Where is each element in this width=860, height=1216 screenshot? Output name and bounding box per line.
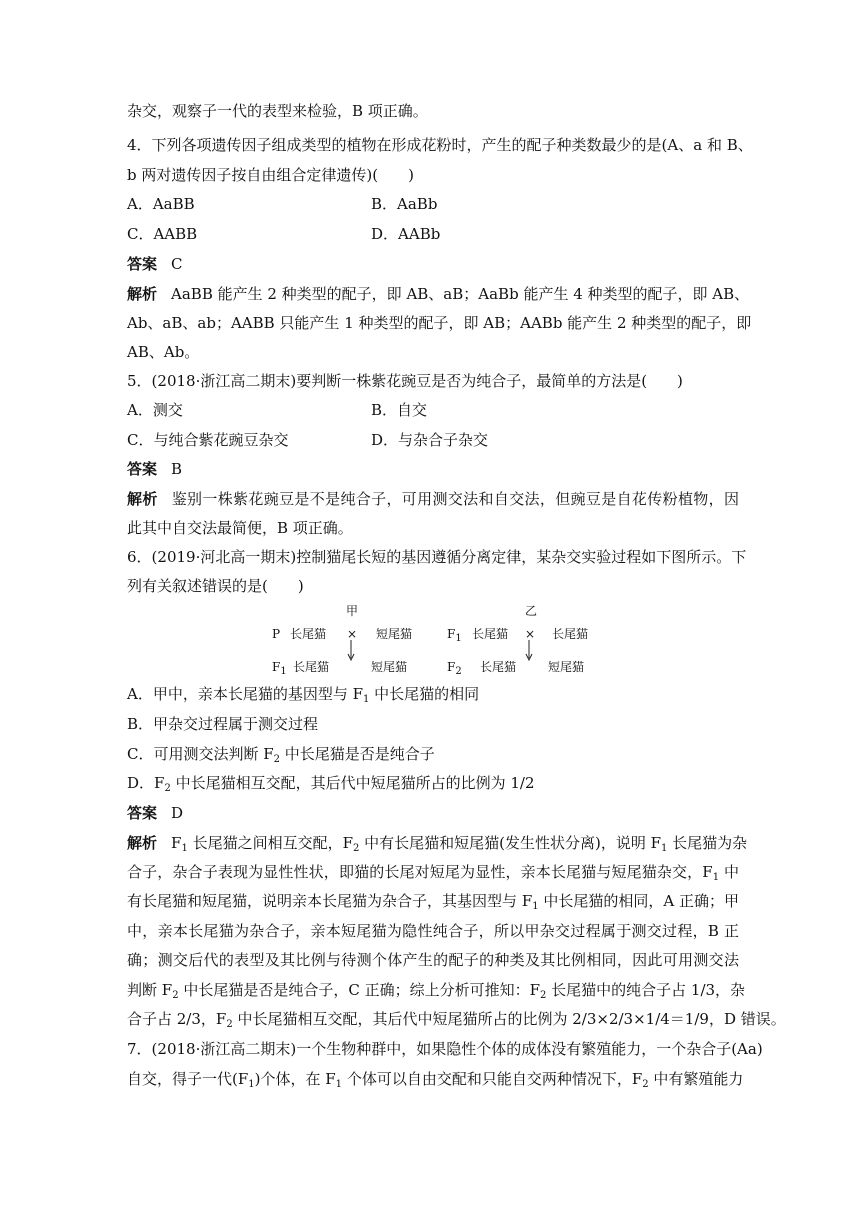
question-7-stem: 7．(2018·浙江高二期末)一个生物种群中，如果隐性个体的成体没有繁殖能力，一个杂合子(Aa) [127, 1040, 763, 1058]
q6-explanation-cont: 确；测交后代的表型及其比例与待测个体产生的配子的种类及其比例相同，因此可用测交法 [127, 951, 739, 969]
q5-explanation [127, 489, 739, 509]
q6-explanation-cont: 合子占 2/3，$F_2$ 中长尾猫相互交配，其后代中短尾猫所占的比例为 2/3×2/3×1/4＝1/9，D 错误。 [127, 1010, 786, 1030]
question-4-stem: 4．下列各项遗传因子组成类型的植物在形成花粉时，产生的配子种类数最少的是(A、a 和 B、 [127, 136, 753, 154]
down-arrow-icon [346, 639, 356, 661]
jia-f1-label: $F_1$ [272, 660, 287, 677]
jia-parent-long: 长尾猫 [290, 627, 327, 641]
q6-option-c: C．可用测交法判断 $F_2$ 中长尾猫是否是纯合子 [127, 745, 435, 765]
q4-explanation-cont: AB、Ab。 [127, 343, 200, 361]
q6-option-d: D．$F_2$ 中长尾猫相互交配，其后代中短尾猫所占的比例为 1/2 [127, 774, 535, 794]
q6-explanation-cont: 有长尾猫和短尾猫，说明亲本长尾猫为杂合子，其基因型与 $F_1$ 中长尾猫的相同，A 正确；甲 [127, 892, 739, 912]
question-4-stem-cont: b 两对遗传因子按自由组合定律遗传)( ) [127, 166, 414, 184]
answer-label: 答案 [127, 255, 158, 273]
q6-option-a: A．甲中，亲本长尾猫的基因型与 $F_1$ 中长尾猫的相同 [127, 685, 480, 705]
yi-parent-long-2: 长尾猫 [552, 627, 589, 641]
question-5-stem: 5．(2018·浙江高二期末)要判断一株紫花豌豆是否为纯合子，最简单的方法是( ) [127, 372, 683, 390]
yi-f2-long: 长尾猫 [480, 660, 517, 674]
answer-label: 答案 [127, 460, 158, 478]
q6-answer [127, 803, 739, 823]
q5-option-c: C．与纯合紫花豌豆杂交 [127, 431, 289, 449]
q6-explanation: 解析 $F_1$ 长尾猫之间相互交配，$F_2$ 中有长尾猫和短尾猫(发生性状分离)，说明 $F_1$ 长尾猫为杂 [127, 834, 748, 854]
answer-value: D [171, 804, 184, 822]
q6-explanation-cont: 中，亲本长尾猫为杂合子，亲本短尾猫为隐性纯合子，所以甲杂交过程属于测交过程，B 正 [127, 922, 739, 940]
jia-parent-short: 短尾猫 [376, 627, 413, 641]
q4-option-a: A．AaBB [127, 195, 195, 213]
q6-option-b: B．甲杂交过程属于测交过程 [127, 715, 319, 733]
q4-option-b: B．AaBb [371, 195, 438, 213]
explanation-text: AaBB 能产生 2 种类型的配子，即 AB、aB；AaBb 能产生 4 种类型的配子，即 AB、 [171, 285, 750, 303]
jia-f1-long: 长尾猫 [293, 660, 330, 674]
q6-explanation-cont: 合子，杂合子表现为显性性状，即猫的长尾对短尾为显性，亲本长尾猫与短尾猫杂交，$F_1$ 中 [127, 863, 739, 883]
q5-option-a: A．测交 [127, 401, 183, 419]
answer-value: C [171, 255, 183, 273]
down-arrow-icon [524, 639, 534, 661]
q5-answer [127, 459, 739, 479]
explanation-label: 解析 [127, 490, 158, 508]
cross-diagram [260, 600, 600, 680]
cross-yi-label: 乙 [525, 604, 538, 618]
question-6-stem-cont: 列有关叙述错误的是( ) [127, 577, 304, 595]
q6-explanation-cont: 判断 $F_2$ 中长尾猫是否是纯合子，C 正确；综上分析可推知：$F_2$ 长尾猫中的纯合子占 1/3，杂 [127, 981, 746, 1001]
answer-label: 答案 [127, 804, 158, 822]
explanation-label: 解析 [127, 834, 158, 852]
answer-value: B [171, 460, 183, 478]
yi-parent-long-1: 长尾猫 [472, 627, 509, 641]
cross-jia-label: 甲 [346, 604, 359, 618]
explanation-label: 解析 [127, 285, 158, 303]
parent-p-label: P [272, 627, 281, 641]
q4-explanation [127, 284, 750, 304]
q5-option-b: B．自交 [371, 401, 428, 419]
cross-symbol: × [525, 627, 536, 641]
q4-option-c: C．AABB [127, 225, 198, 243]
q4-explanation-cont: Ab、aB、ab；AABB 只能产生 1 种类型的配子，即 AB；AABb 能产生 2 种类型的配子，即 [127, 314, 752, 332]
text-line: 杂交，观察子一代的表型来检验，B 项正确。 [127, 102, 428, 120]
q5-explanation-cont: 此其中自交法最简便，B 项正确。 [127, 519, 353, 537]
jia-f1-short: 短尾猫 [371, 660, 408, 674]
question-7-stem-cont: 自交，得子一代$(F_1)$个体，在 $F_1$ 个体可以自由交配和只能自交两种情况下，$F_2$ 中有繁殖能力 [127, 1070, 744, 1090]
yi-f2-short: 短尾猫 [548, 660, 585, 674]
q4-option-d: D．AABb [371, 225, 441, 243]
yi-f2-label: $F_2$ [447, 660, 462, 677]
question-6-stem: 6．(2019·河北高一期末)控制猫尾长短的基因遵循分离定律，某杂交实验过程如下图所示。下 [127, 548, 747, 566]
yi-f1-label: $F_1$ [447, 627, 462, 644]
q5-option-d: D．与杂合子杂交 [371, 431, 489, 449]
q4-answer [127, 254, 739, 274]
explanation-text: 鉴别一株紫花豌豆是不是纯合子，可用测交法和自交法，但豌豆是自花传粉植物，因 [171, 490, 739, 508]
cross-symbol: × [347, 627, 358, 641]
